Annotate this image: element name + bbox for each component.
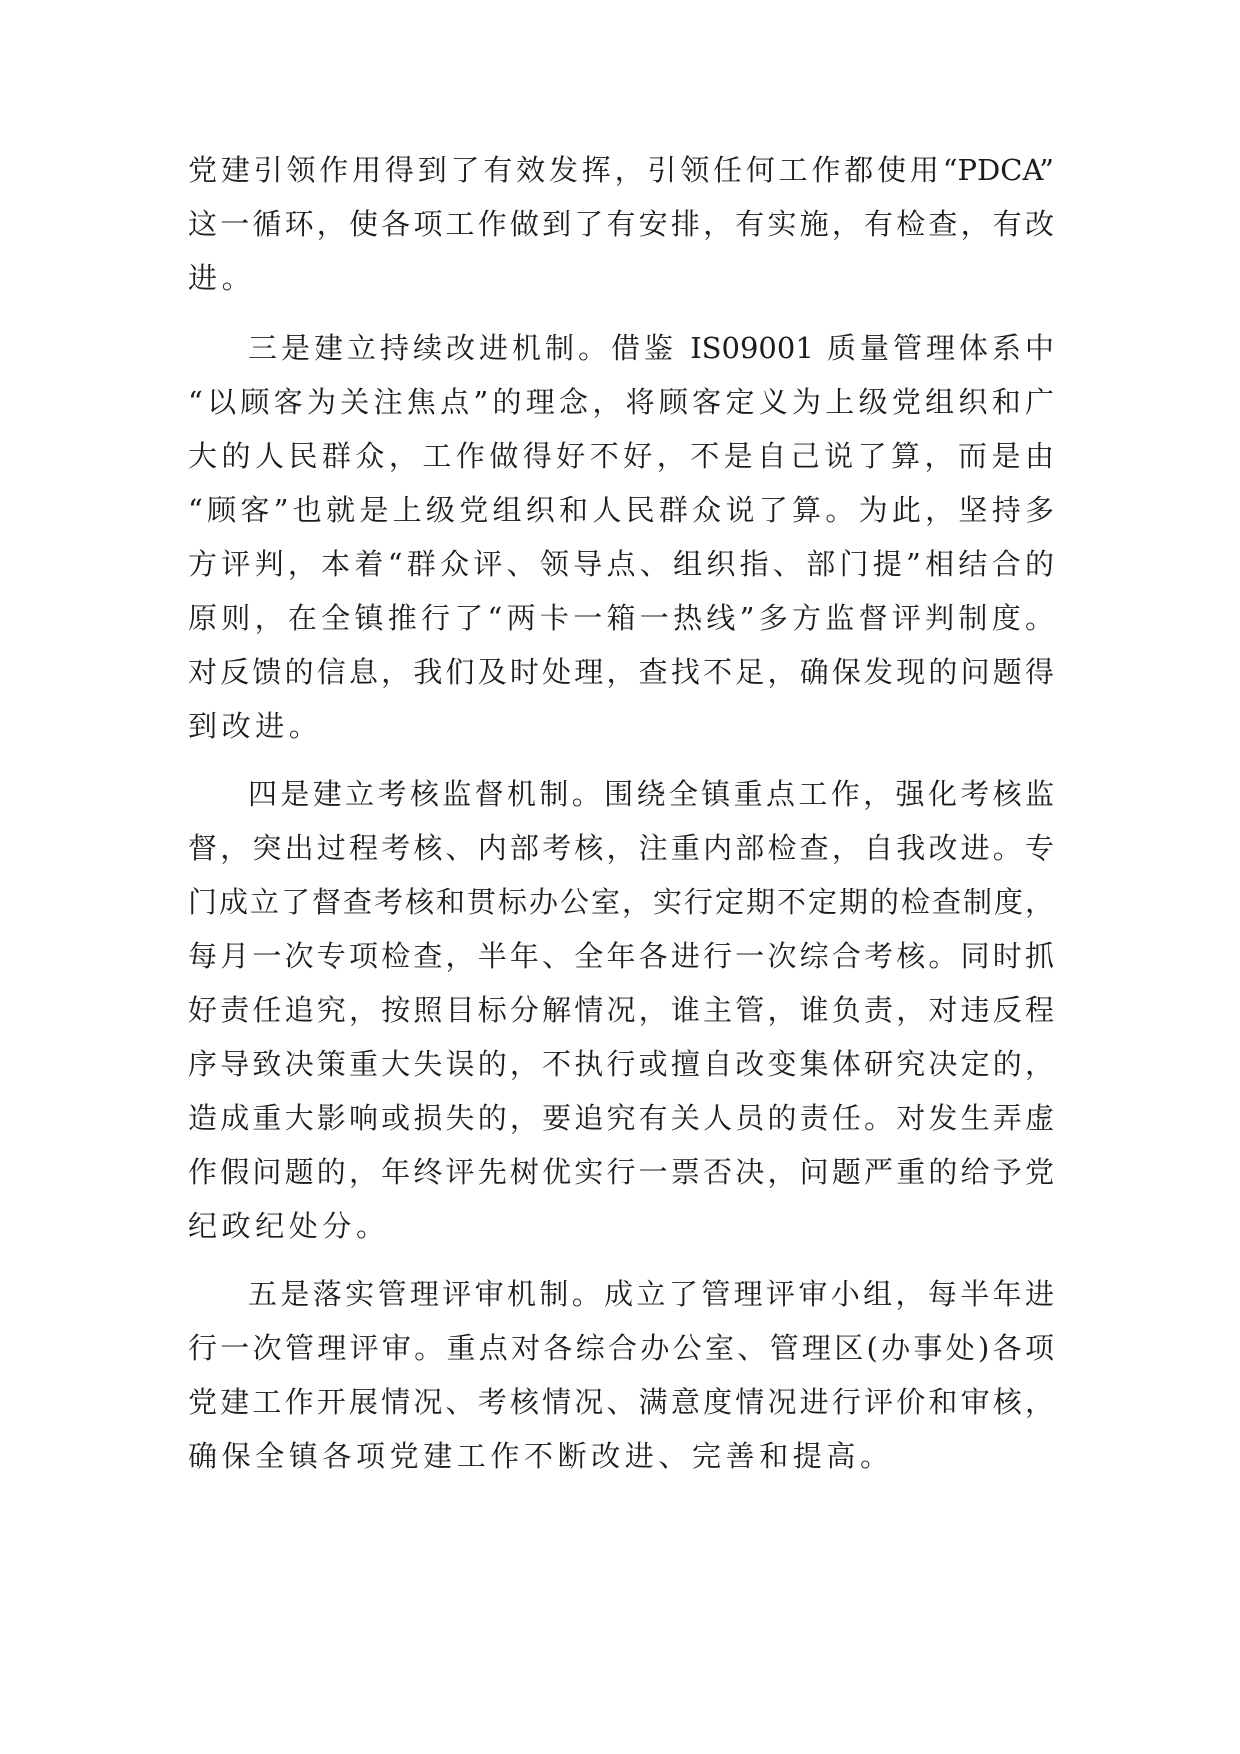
text-line: 行一次管理评审。重点对各综合办公室、管理区(办事处)各项 xyxy=(188,1331,1054,1365)
text-line: 党建工作开展情况、考核情况、满意度情况进行评价和审核， xyxy=(188,1385,1054,1419)
text-line: “以顾客为关注焦点”的理念，将顾客定义为上级党组织和广 xyxy=(188,385,1054,419)
text-line: 到改进。 xyxy=(188,709,323,743)
text-line: “顾客”也就是上级党组织和人民群众说了算。为此，坚持多 xyxy=(188,493,1054,527)
text-line: 五是落实管理评审机制。成立了管理评审小组，每半年进 xyxy=(248,1277,1054,1311)
text-line: 纪政纪处分。 xyxy=(188,1209,390,1243)
text-line: 对反馈的信息，我们及时处理，查找不足，确保发现的问题得 xyxy=(188,655,1054,689)
paragraph-3 xyxy=(188,767,1054,1253)
text-line: 原则，在全镇推行了“两卡一箱一热线”多方监督评判制度。 xyxy=(188,601,1054,635)
text-line: 门成立了督查考核和贯标办公室，实行定期不定期的检查制度， xyxy=(188,885,1054,919)
text-line: 进。 xyxy=(188,261,256,295)
text-line: 每月一次专项检查，半年、全年各进行一次综合考核。同时抓 xyxy=(188,939,1054,973)
text-line: 作假问题的，年终评先树优实行一票否决，问题严重的给予党 xyxy=(188,1155,1054,1189)
text-line: 好责任追究，按照目标分解情况，谁主管，谁负责，对违反程 xyxy=(188,993,1054,1027)
text-line: 序导致决策重大失误的，不执行或擅自改变集体研究决定的， xyxy=(188,1047,1054,1081)
body-text xyxy=(188,143,1054,1497)
text-line: 大的人民群众，工作做得好不好，不是自己说了算，而是由 xyxy=(188,439,1054,473)
text-line: 造成重大影响或损失的，要追究有关人员的责任。对发生弄虚 xyxy=(188,1101,1054,1135)
text-line: 四是建立考核监督机制。围绕全镇重点工作，强化考核监 xyxy=(248,777,1054,811)
text-line: 这一循环，使各项工作做到了有安排，有实施，有检查，有改 xyxy=(188,207,1054,241)
paragraph-4 xyxy=(188,1267,1054,1483)
text-line: 党建引领作用得到了有效发挥，引领任何工作都使用“PDCA” xyxy=(188,153,1054,187)
text-line: 三是建立持续改进机制。借鉴 IS09001 质量管理体系中 xyxy=(248,331,1054,365)
text-line: 方评判，本着“群众评、领导点、组织指、部门提”相结合的 xyxy=(188,547,1054,581)
paragraph-1 xyxy=(188,143,1054,305)
paragraph-2 xyxy=(188,321,1054,753)
text-line: 确保全镇各项党建工作不断改进、完善和提高。 xyxy=(188,1439,894,1473)
text-line: 督，突出过程考核、内部考核，注重内部检查，自我改进。专 xyxy=(188,831,1054,865)
